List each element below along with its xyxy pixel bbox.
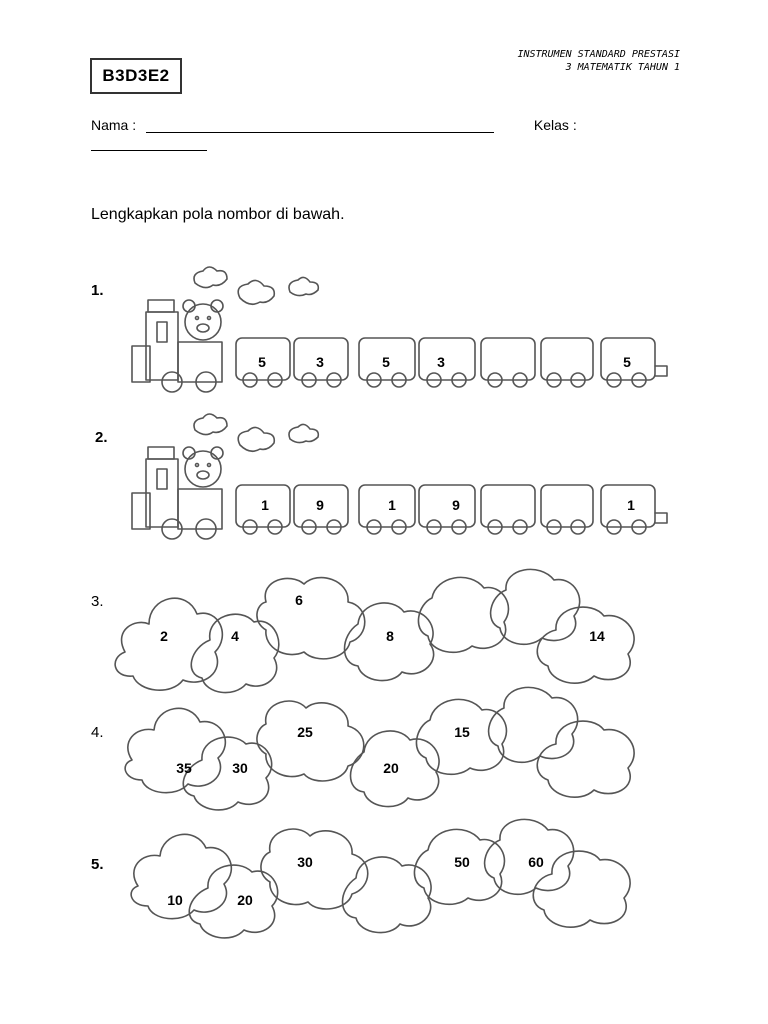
q3-cloud-1-value: 2 — [160, 628, 168, 644]
train-2-illustration — [132, 414, 667, 539]
q3-cloud-4-value: 8 — [386, 628, 394, 644]
question-5-label: 5. — [91, 856, 104, 873]
clouds-row-5 — [131, 819, 630, 938]
question-3-label: 3. — [91, 593, 104, 610]
q2-wagon-2-value: 9 — [316, 497, 324, 513]
question-1-label: 1. — [91, 282, 104, 299]
worksheet-code: B3D3E2 — [90, 58, 182, 94]
name-label: Nama : — [91, 117, 137, 133]
clouds-row-3 — [115, 569, 634, 692]
train-1-illustration — [132, 267, 667, 392]
q2-wagon-7-value: 1 — [627, 497, 635, 513]
q4-cloud-1-value: 35 — [176, 760, 192, 776]
q2-wagon-3-value: 1 — [388, 497, 396, 513]
q5-cloud-6-value: 60 — [528, 854, 544, 870]
question-2-label: 2. — [95, 429, 108, 446]
instrument-title: INSTRUMEN STANDARD PRESTASI — [517, 49, 680, 60]
q5-cloud-5-value: 50 — [454, 854, 470, 870]
question-4-label: 4. — [91, 724, 104, 741]
instrument-subtitle: 3 MATEMATIK TAHUN 1 — [565, 62, 680, 73]
q5-cloud-3-value: 30 — [297, 854, 313, 870]
instrument-header — [517, 48, 680, 74]
q4-cloud-4-value: 20 — [383, 760, 399, 776]
q1-wagon-3-value: 5 — [382, 354, 390, 370]
q4-cloud-5-value: 15 — [454, 724, 470, 740]
instruction-text: Lengkapkan pola nombor di bawah. — [91, 206, 345, 223]
q4-cloud-2-value: 30 — [232, 760, 248, 776]
class-label: Kelas : — [533, 117, 577, 133]
q2-wagon-1-value: 1 — [261, 497, 269, 513]
name-class-row — [91, 117, 577, 133]
q4-cloud-3-value: 25 — [297, 724, 313, 740]
q5-cloud-1-value: 10 — [167, 892, 183, 908]
name-field[interactable] — [146, 118, 494, 133]
class-field[interactable] — [91, 136, 207, 151]
q1-wagon-4-value: 3 — [437, 354, 445, 370]
q3-cloud-2-value: 4 — [231, 628, 239, 644]
q3-cloud-7-value: 14 — [589, 628, 605, 644]
q1-wagon-2-value: 3 — [316, 354, 324, 370]
q3-cloud-3-value: 6 — [295, 592, 303, 608]
q2-wagon-4-value: 9 — [452, 497, 460, 513]
clouds-row-4 — [125, 687, 634, 810]
q5-cloud-2-value: 20 — [237, 892, 253, 908]
q1-wagon-7-value: 5 — [623, 354, 631, 370]
q1-wagon-1-value: 5 — [258, 354, 266, 370]
